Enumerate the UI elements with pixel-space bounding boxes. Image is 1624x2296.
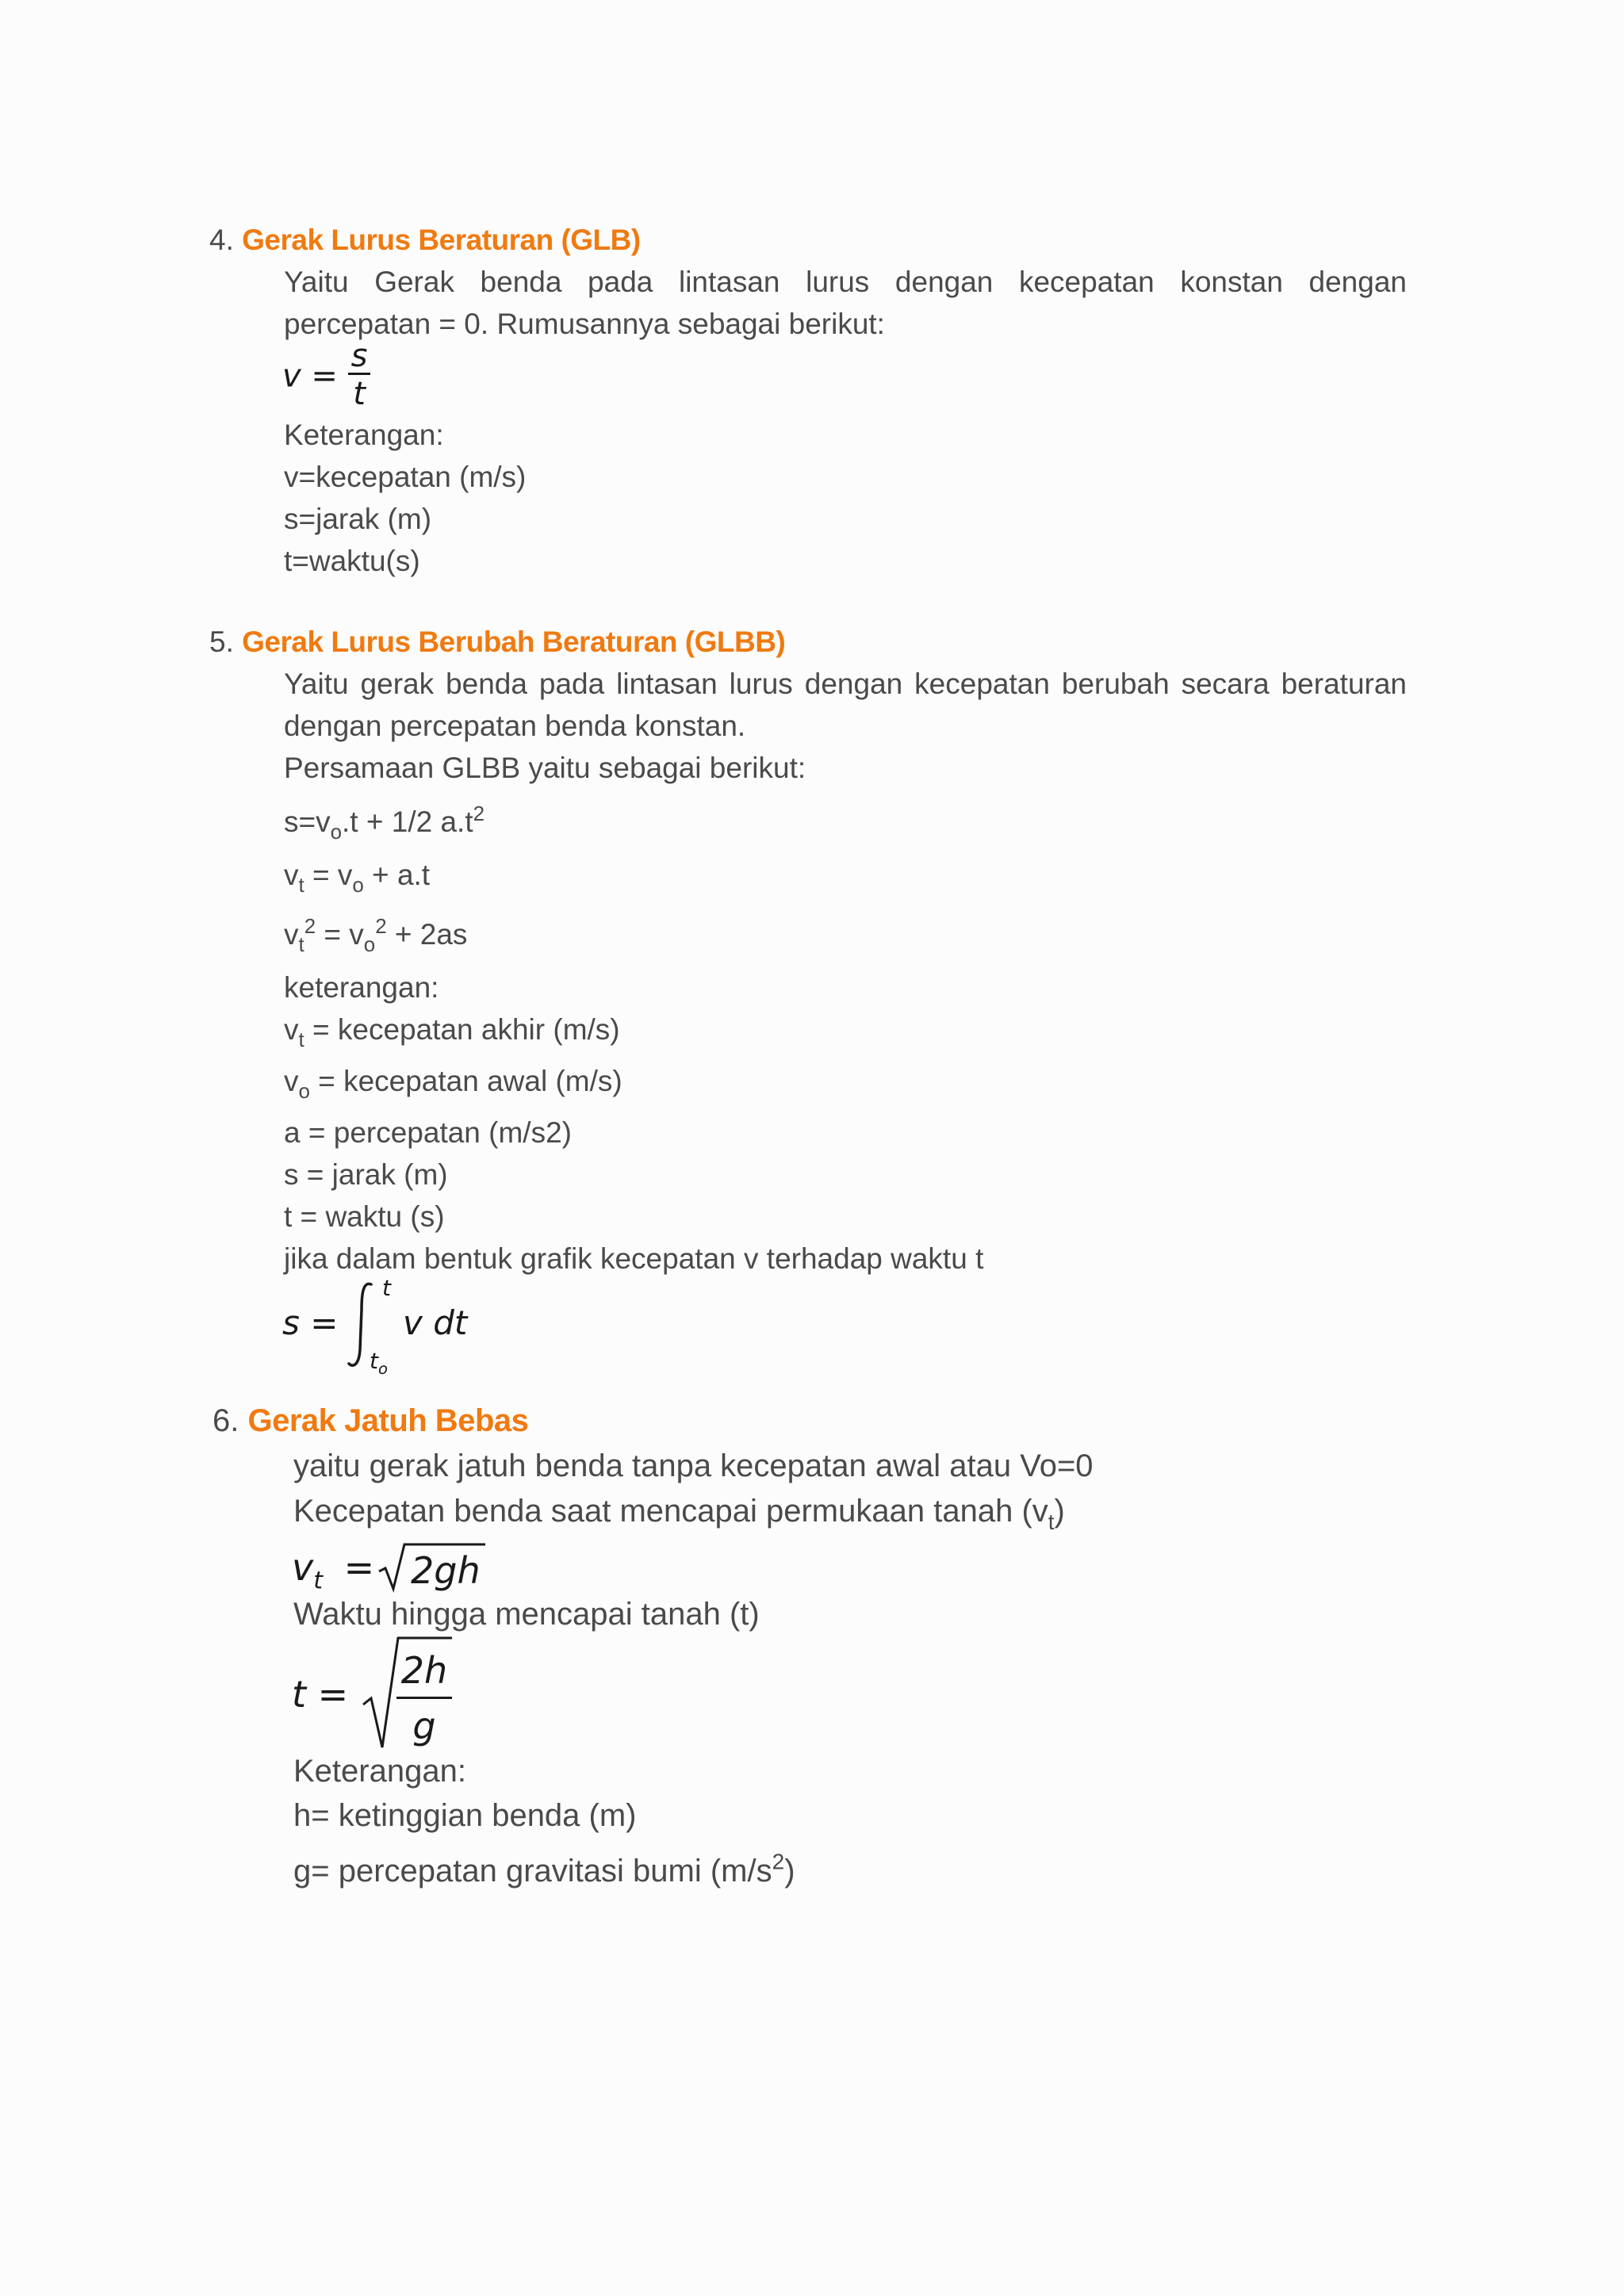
legend-item: g= percepatan gravitasi bumi $(m/s^2)$ <box>293 1849 795 1888</box>
denominator: g <box>412 1705 436 1747</box>
integral-upper-limit: t <box>382 1275 391 1301</box>
keterangan-label: Keterangan: <box>284 419 444 451</box>
integral-lhs: s = <box>282 1303 339 1342</box>
formula-displacement: $s=v_o.t + 1/2$ $a.t^2$ <box>284 802 485 844</box>
legend-item: s=jarak (m) <box>284 503 432 535</box>
paragraph-line: Kecepatan benda saat mencapai permukaan tanah $(v_t)$ <box>293 1494 1065 1534</box>
formula-final-velocity: $v_t = v_o + a.t$ <box>284 859 431 897</box>
numerator: 2h <box>400 1649 448 1692</box>
legend-item: t=waktu(s) <box>284 545 420 577</box>
section-title: Gerak Lurus Berubah Beraturan (GLBB) <box>242 626 786 658</box>
formula-velocity <box>282 339 370 413</box>
fraction <box>348 339 371 413</box>
paragraph-line: yaitu gerak jatuh benda tanpa kecepatan awal atau Vo=0 <box>293 1448 1094 1483</box>
section-number: 4. <box>209 224 234 256</box>
legend-item: a = percepatan (m/s2) <box>284 1116 572 1149</box>
legend-item: v=kecepatan (m/s) <box>284 461 527 493</box>
legend-item: s = jarak (m) <box>284 1158 448 1191</box>
formula-fall-time-lhs: t = <box>292 1673 349 1716</box>
paragraph-line: Yaitu Gerak benda pada lintasan lurus dengan kecepatan konstan dengan <box>284 266 1407 298</box>
paragraph-line: jika dalam bentuk grafik kecepatan v terhadap waktu t <box>284 1242 984 1275</box>
denominator: t <box>353 376 366 412</box>
section-6-heading <box>213 1405 528 1437</box>
formula-lhs: v = <box>282 358 338 395</box>
section-title: Gerak Jatuh Bebas <box>247 1403 529 1438</box>
section-title: Gerak Lurus Beraturan (GLB) <box>242 224 641 256</box>
keterangan-label: Keterangan: <box>293 1754 466 1789</box>
paragraph-line: dengan percepatan benda konstan. <box>284 710 746 742</box>
legend-item: t = waktu (s) <box>284 1200 445 1233</box>
paragraph-line: Waktu hingga mencapai tanah (t) <box>293 1597 760 1632</box>
section-number: 5. <box>209 626 234 658</box>
paragraph-line: Yaitu gerak benda pada lintasan lurus dengan kecepatan berubah secara beraturan <box>284 668 1407 700</box>
integral-lower-limit: $t_o$ <box>370 1348 388 1378</box>
radicand: 2gh <box>411 1549 481 1592</box>
numerator: s <box>348 339 371 375</box>
keterangan-label: keterangan: <box>284 971 439 1004</box>
section-4-heading <box>209 225 641 254</box>
integral-body: v dt <box>403 1303 468 1342</box>
section-number: 6. <box>213 1403 239 1438</box>
paragraph-line: percepatan = 0. Rumusannya sebagai berikut: <box>284 308 885 340</box>
legend-item: $v_o$ = kecepatan awal (m/s) <box>284 1065 622 1104</box>
section-5-heading <box>209 627 785 656</box>
legend-item: h= ketinggian benda (m) <box>293 1798 637 1833</box>
formula-velocity-squared: $v_t^2 = v_o^2 + 2as$ <box>284 915 468 957</box>
fraction-bar <box>396 1697 452 1699</box>
paragraph-line: Persamaan GLBB yaitu sebagai berikut: <box>284 752 806 784</box>
formula-free-fall-velocity: $v_t$ = <box>292 1546 375 1595</box>
legend-item: $v_t$ = kecepatan akhir (m/s) <box>284 1013 620 1052</box>
